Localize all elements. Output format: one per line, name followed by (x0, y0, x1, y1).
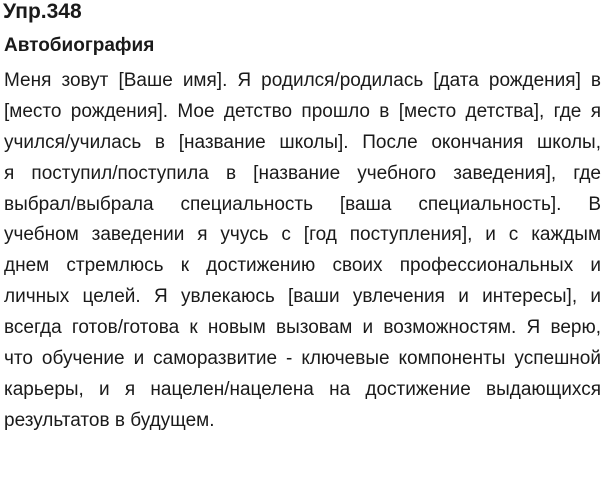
text-line: учебном заведении я учусь с [год поступления], и с каждым (4, 224, 601, 246)
exercise-number: Упр.348 (3, 0, 82, 23)
text-line: я поступил/поступила в [название учебного заведения], где (4, 162, 601, 184)
text-line: личных целей. Я увлекаюсь [ваши увлечения и интересы], и (4, 286, 601, 308)
text-line: днем стремлюсь к достижению своих профессиональных и (4, 255, 601, 277)
document-body (4, 66, 601, 437)
text-line: карьеры, и я нацелен/нацелена на достижение выдающихся (4, 378, 601, 400)
text-line: что обучение и саморазвитие - ключевые компоненты успешной (4, 348, 601, 370)
text-line: результатов в будущем. (4, 409, 215, 431)
text-line: учился/училась в [название школы]. После окончания школы, (4, 131, 601, 153)
text-line: Меня зовут [Ваше имя]. Я родился/родилась [дата рождения] в (4, 70, 601, 91)
text-line: [место рождения]. Мое детство прошло в [место детства], где я (4, 100, 601, 122)
text-line: выбрал/выбрала специальность [ваша специальность]. В (4, 193, 601, 215)
document-title: Автобиография (4, 35, 155, 56)
text-line: всегда готов/готова к новым вызовам и возможностям. Я верю, (4, 317, 601, 339)
